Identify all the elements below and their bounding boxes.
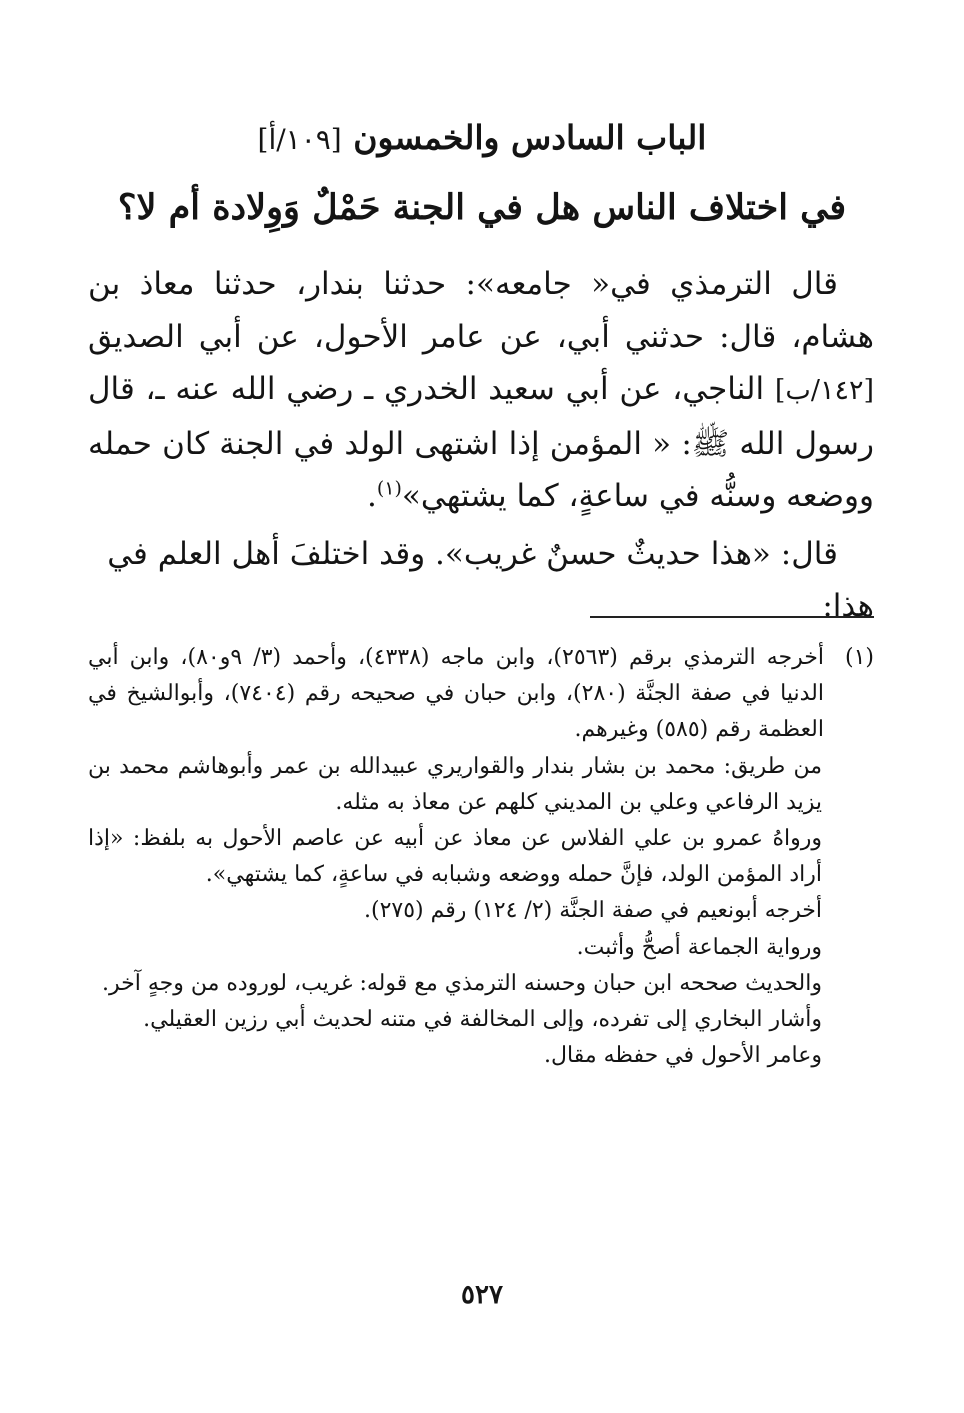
footnote-line-3: ورواهُ عمرو بن علي الفلاس عن معاذ عن أبيه عن عاصم الأحول به بلفظ: «إذا أراد المؤمن الولد، فإنَّ حمله ووضعه وشبابه في ساعةٍ، كما يشتهي». (88, 826, 822, 888)
footnotes-section (88, 640, 874, 1074)
footnote-line-5: ورواية الجماعة أصحُّ وأثبت. (576, 934, 822, 960)
main-paragraph-part-a: قال الترمذي في« جامعه»: حدثنا بندار، حدثنا معاذ بن هشام، قال: حدثني أبي، عن عامر الأحول، عن أبي الصديق (88, 266, 874, 355)
footnote-1-number: (١) (844, 645, 874, 670)
footnote-marker: (١) (376, 477, 402, 500)
chapter-title (90, 112, 874, 166)
manuscript-ref-2: [١٤٢/ب] (774, 375, 874, 406)
footnote-line-4: أخرجه أبونعيم في صفة الجنَّة (٢/ ١٢٤) رقم (٢٧٥). (364, 898, 822, 924)
footnote-1-text: أخرجه الترمذي برقم (٢٥٦٣)، وابن ماجه (٤٣٣٨)، وأحمد (٣/ ٩و٨٠)، وابن أبي الدنيا في صفة الجنَّة (٢٨٠)، وابن حبان في صحيحه رقم (٧٤٠٤)، وأبوالشيخ في العظمة رقم (٥٨٥) وغيرهم. (88, 645, 825, 743)
footnote-1 (88, 640, 874, 749)
main-paragraph-part-b: الناجي، عن أبي سعيد الخدري ـ رضي الله عنه ـ، قال رسول الله ﷺ: « المؤمن إذا اشتهى الولد في الجنة كان حمله ووضعه وسنُّه في ساعةٍ، كما يشتهي» (88, 371, 874, 514)
chapter-title-text: الباب السادس والخمسون (353, 118, 707, 157)
page-number: ٥٢٧ (461, 1280, 503, 1310)
chapter-subtitle: في اختلاف الناس هل في الجنة حَمْلٌ وَوِلادة أم لا؟ (117, 187, 847, 228)
footnote-line-2: من طريق: محمد بن بشار بندار والقواريري عبيدالله بن عمر وأبوهاشم محمد بن يزيد الرفاعي وعلي بن المديني كلهم عن معاذ به مثله. (88, 753, 822, 815)
closing-paragraph: قال: «هذا حديثٌ حسنٌ غريب». وقد اختلفَ أهل العلم في هذا: (107, 536, 874, 624)
main-paragraph-end: . (366, 478, 377, 514)
manuscript-ref: [١٠٩/أ] (257, 123, 342, 156)
footnote-separator (590, 616, 874, 618)
footnote-line-6: والحديث صححه ابن حبان وحسنه الترمذي مع قوله: غريب، لوروده من وجهٍ آخر. (101, 970, 822, 996)
footnote-line-8: وعامر الأحول في حفظه مقال. (544, 1043, 822, 1069)
footnote-line-7: وأشار البخاري إلى تفرده، وإلى المخالفة في متنه لحديث أبي رزين العقيلي. (143, 1007, 822, 1033)
main-paragraph (88, 258, 874, 523)
